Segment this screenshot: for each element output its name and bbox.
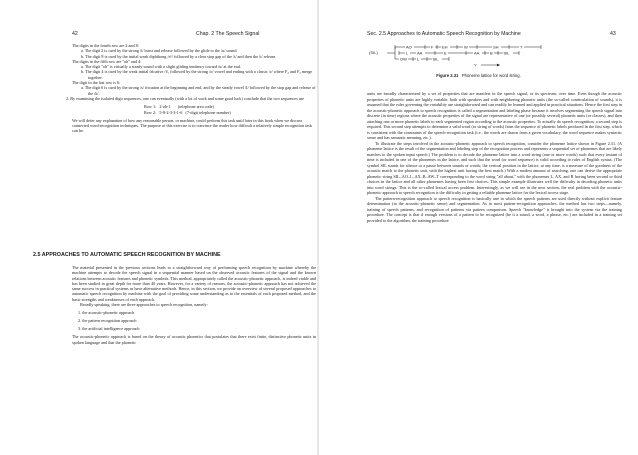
running-head: Sec. 2.5 Approaches to Automatic Speech Recognition by Machine	[367, 31, 521, 37]
row-2: Row 2: 5-8-2-3-3-1-6 (7-digit telephone number)	[144, 109, 231, 115]
lattice-label: AA	[474, 50, 480, 56]
list-item: 2. the pattern recognition approach	[78, 318, 137, 324]
digit-analysis-text	[66, 43, 316, 134]
lattice-label: AO	[406, 44, 412, 50]
text-line: a. The digit 6 is cued by the strong /s/ frication at the beginning and end, and by the steady vowel /I/ followed by the stop gap and release of the /k/.	[81, 85, 316, 96]
paragraph: The pattern-recognition approach to speech recognition is basically one in which the speech patterns are used directly without explicit feature determination (in the acoustic-phonetic sense) and segmentation. As in most pattern-recognition approaches, the method has two steps—namely, training of speech patterns, and recognition of patterns via pattern comparison. Speech "knowledge" is brought into the system via the training procedure. The concept is that if enough versions of a pattern to be recognized (be it a sound, a word, a phrase, etc.) are included in a training set provided to the algorithm, the training procedure	[367, 195, 622, 223]
lattice-label: E	[444, 50, 447, 56]
lattice-label: AA	[417, 50, 423, 56]
figure-number: Figure 2.31	[436, 73, 459, 78]
lattice-label: SIL	[432, 56, 439, 62]
text-line: a. The digit "oh" is virtually a steady sound with a slight gliding tendency toward /u/ at the end.	[81, 64, 241, 70]
lattice-label: T	[520, 44, 523, 50]
paragraph: To illustrate the steps involved in the acoustic-phonetic approach to speech recognition, consider the phoneme lattice shown in Figure 2.31. (A phoneme lattice is the result of the segmentation and labeling step of the recognition process and represents a sequential set of phonemes that are likely matches to the spoken input speech.) The problem is to decode the phoneme lattice into a word string (one or more words) such that every instant of time is included in one of the phonemes in the lattice, and such that the word (or word sequence) is valid according to rules of English syntax. (The symbol SIL stands for silence or a pause between sounds or words; the vertical position in the lattice, at any time, is a measure of the goodness of the acoustic match to the phonetic unit, with the highest unit having the best match.) With a modest amount of searching, one can derive the appropriate phonetic string SIL–AO–L–AX–B–AW–T corresponding to the word string "all about," with the phonemes L, AX, and B having been second or third choices in the lattice and all other phonemes having been first choices. This simple example illustrates well the difficulty in decoding phonetic units into word strings. This is the so-called lexical access problem. Interestingly, as we will see in the next section, the real problem with the acoustic-phonetic approach to speech recognition is the difficulty in getting a reliable phoneme lattice for the lexical access stage.	[367, 140, 622, 195]
text-line: b. The digit 8 is cued by the initial weak diphthong /eʸ/ followed by a clear stop gap of the /t/ and then the /t/ release.	[81, 53, 277, 59]
right-body	[367, 91, 622, 223]
paragraph: The acoustic-phonetic approach is based on the theory of acoustic phonetics that postulates that there exist finite, distinctive phonetic units in spoken language and that the phonetic	[72, 334, 316, 345]
lattice-label: L	[406, 50, 409, 56]
phoneme-lattice-figure	[369, 40, 609, 70]
row-1: Row 1: 2-oh-1 (telephone area code)	[144, 104, 214, 110]
right-page	[319, 0, 638, 455]
page-number: 43	[610, 31, 616, 37]
lattice-label: SH	[493, 44, 499, 50]
list-item: 3. the artificial intelligence approach	[78, 325, 140, 331]
lattice-label: SIL	[503, 50, 510, 56]
paragraph: Broadly speaking, there are three approaches to speech recognition, namely:	[80, 302, 208, 308]
list-item: 1. the acoustic-phonetic approach	[78, 310, 135, 316]
section-heading: 2.5 APPROACHES TO AUTOMATIC SPEECH RECOGNITION BY MACHINE	[33, 252, 221, 258]
text-line: The digits in the fourth row are 2 and 8:	[72, 43, 139, 48]
figure-caption	[319, 73, 638, 78]
lattice-label: W	[464, 44, 468, 50]
text-line: The digit in the last row is 6:	[72, 80, 121, 86]
paragraph: The material presented in the previous sections leads to a straightforward way of performing speech recognition by machine whereby the machine attempts to decode the speech signal in a sequential manner based on the observed acoustic features of the signal and the known relations between acoustic features and phonetic symbols. This method, appropriately called the acoustic-phonetic approach, is indeed viable and has been studied in great depth for more than 40 years. However, for a variety of reasons, the acoustic-phonetic approach has not achieved the same success in practical systems as have alternative methods. Hence, in this section, we provide an overview of several proposed approaches to automatic speech recognition by machine with the goal of providing some understanding as to the essentials of each proposed method, and the basic strengths and weaknesses of each approach.	[72, 265, 316, 302]
lattice-label: OW	[400, 56, 407, 62]
page-number: 42	[72, 31, 78, 37]
section-body	[72, 265, 316, 345]
lattice-label: (SIL)	[369, 50, 378, 56]
text-line: b. The digit 4 is cued by the weak initial fricative /f/, followed by the strong /o/ vowel and ending with a classic /r/ where F₂ and F₃ merge together.	[81, 69, 313, 80]
text-line: The digits in the fifth row are "oh" and 4:	[72, 58, 142, 64]
paragraph: units are broadly characterized by a set of properties that are manifest in the speech signal, or its spectrum, over time. Even though the acoustic properties of phonetic units are highly variable, both with speakers and with neighboring phonetic units (the so-called coarticulation of sounds), it is assumed that the rules governing the variability are straightforward and can readily be learned and applied in practical situations. Hence the first step in the acoustic-phonetic approach to speech recognition is called a segmentation and labeling phase because it involves segmenting the speech signal into discrete (in time) regions where the acoustic properties of the signal are representative of one (or possibly several) phonetic units (or classes), and then attaching one or more phonetic labels to each segmented region according to the acoustic properties. To actually do speech recognition, a second step is required. This second step attempts to determine a valid word (or string of words) from the sequence of phonetic labels produced in the first step, which is consistent with the constraints of the speech-recognition task (i.e., the words are drawn from a given vocabulary, the word sequence makes syntactic sense and has semantic meaning, etc.).	[367, 91, 622, 140]
running-head: Chap. 2 The Speech Signal	[196, 31, 260, 37]
figure-caption-text: Phoneme lattice for word string.	[461, 73, 521, 78]
lattice-label: F	[431, 44, 434, 50]
lattice-label: Y	[474, 62, 477, 68]
text-line: a. The digit 2 is cued by the strong /t/ burst and release followed by the glide to the /u/ sound.	[81, 48, 238, 54]
text-line: 2. By examining the isolated digit sequences, one can eventually (with a lot of work and some good luck) conclude that the two sequences are	[66, 95, 304, 101]
lattice-label: EH	[442, 44, 448, 50]
approaches-list	[72, 310, 316, 331]
after-rows-paragraph: We will defer any explanation of how any reasonable person, or machine, could perform this task until later in this book when we discuss connected word-recognition techniques. The purpose of this exercise is to convince the reader how difficult a relatively simple recognition task can be.	[72, 117, 312, 134]
lattice-label: L	[417, 56, 420, 62]
lattice-label: B	[490, 50, 493, 56]
